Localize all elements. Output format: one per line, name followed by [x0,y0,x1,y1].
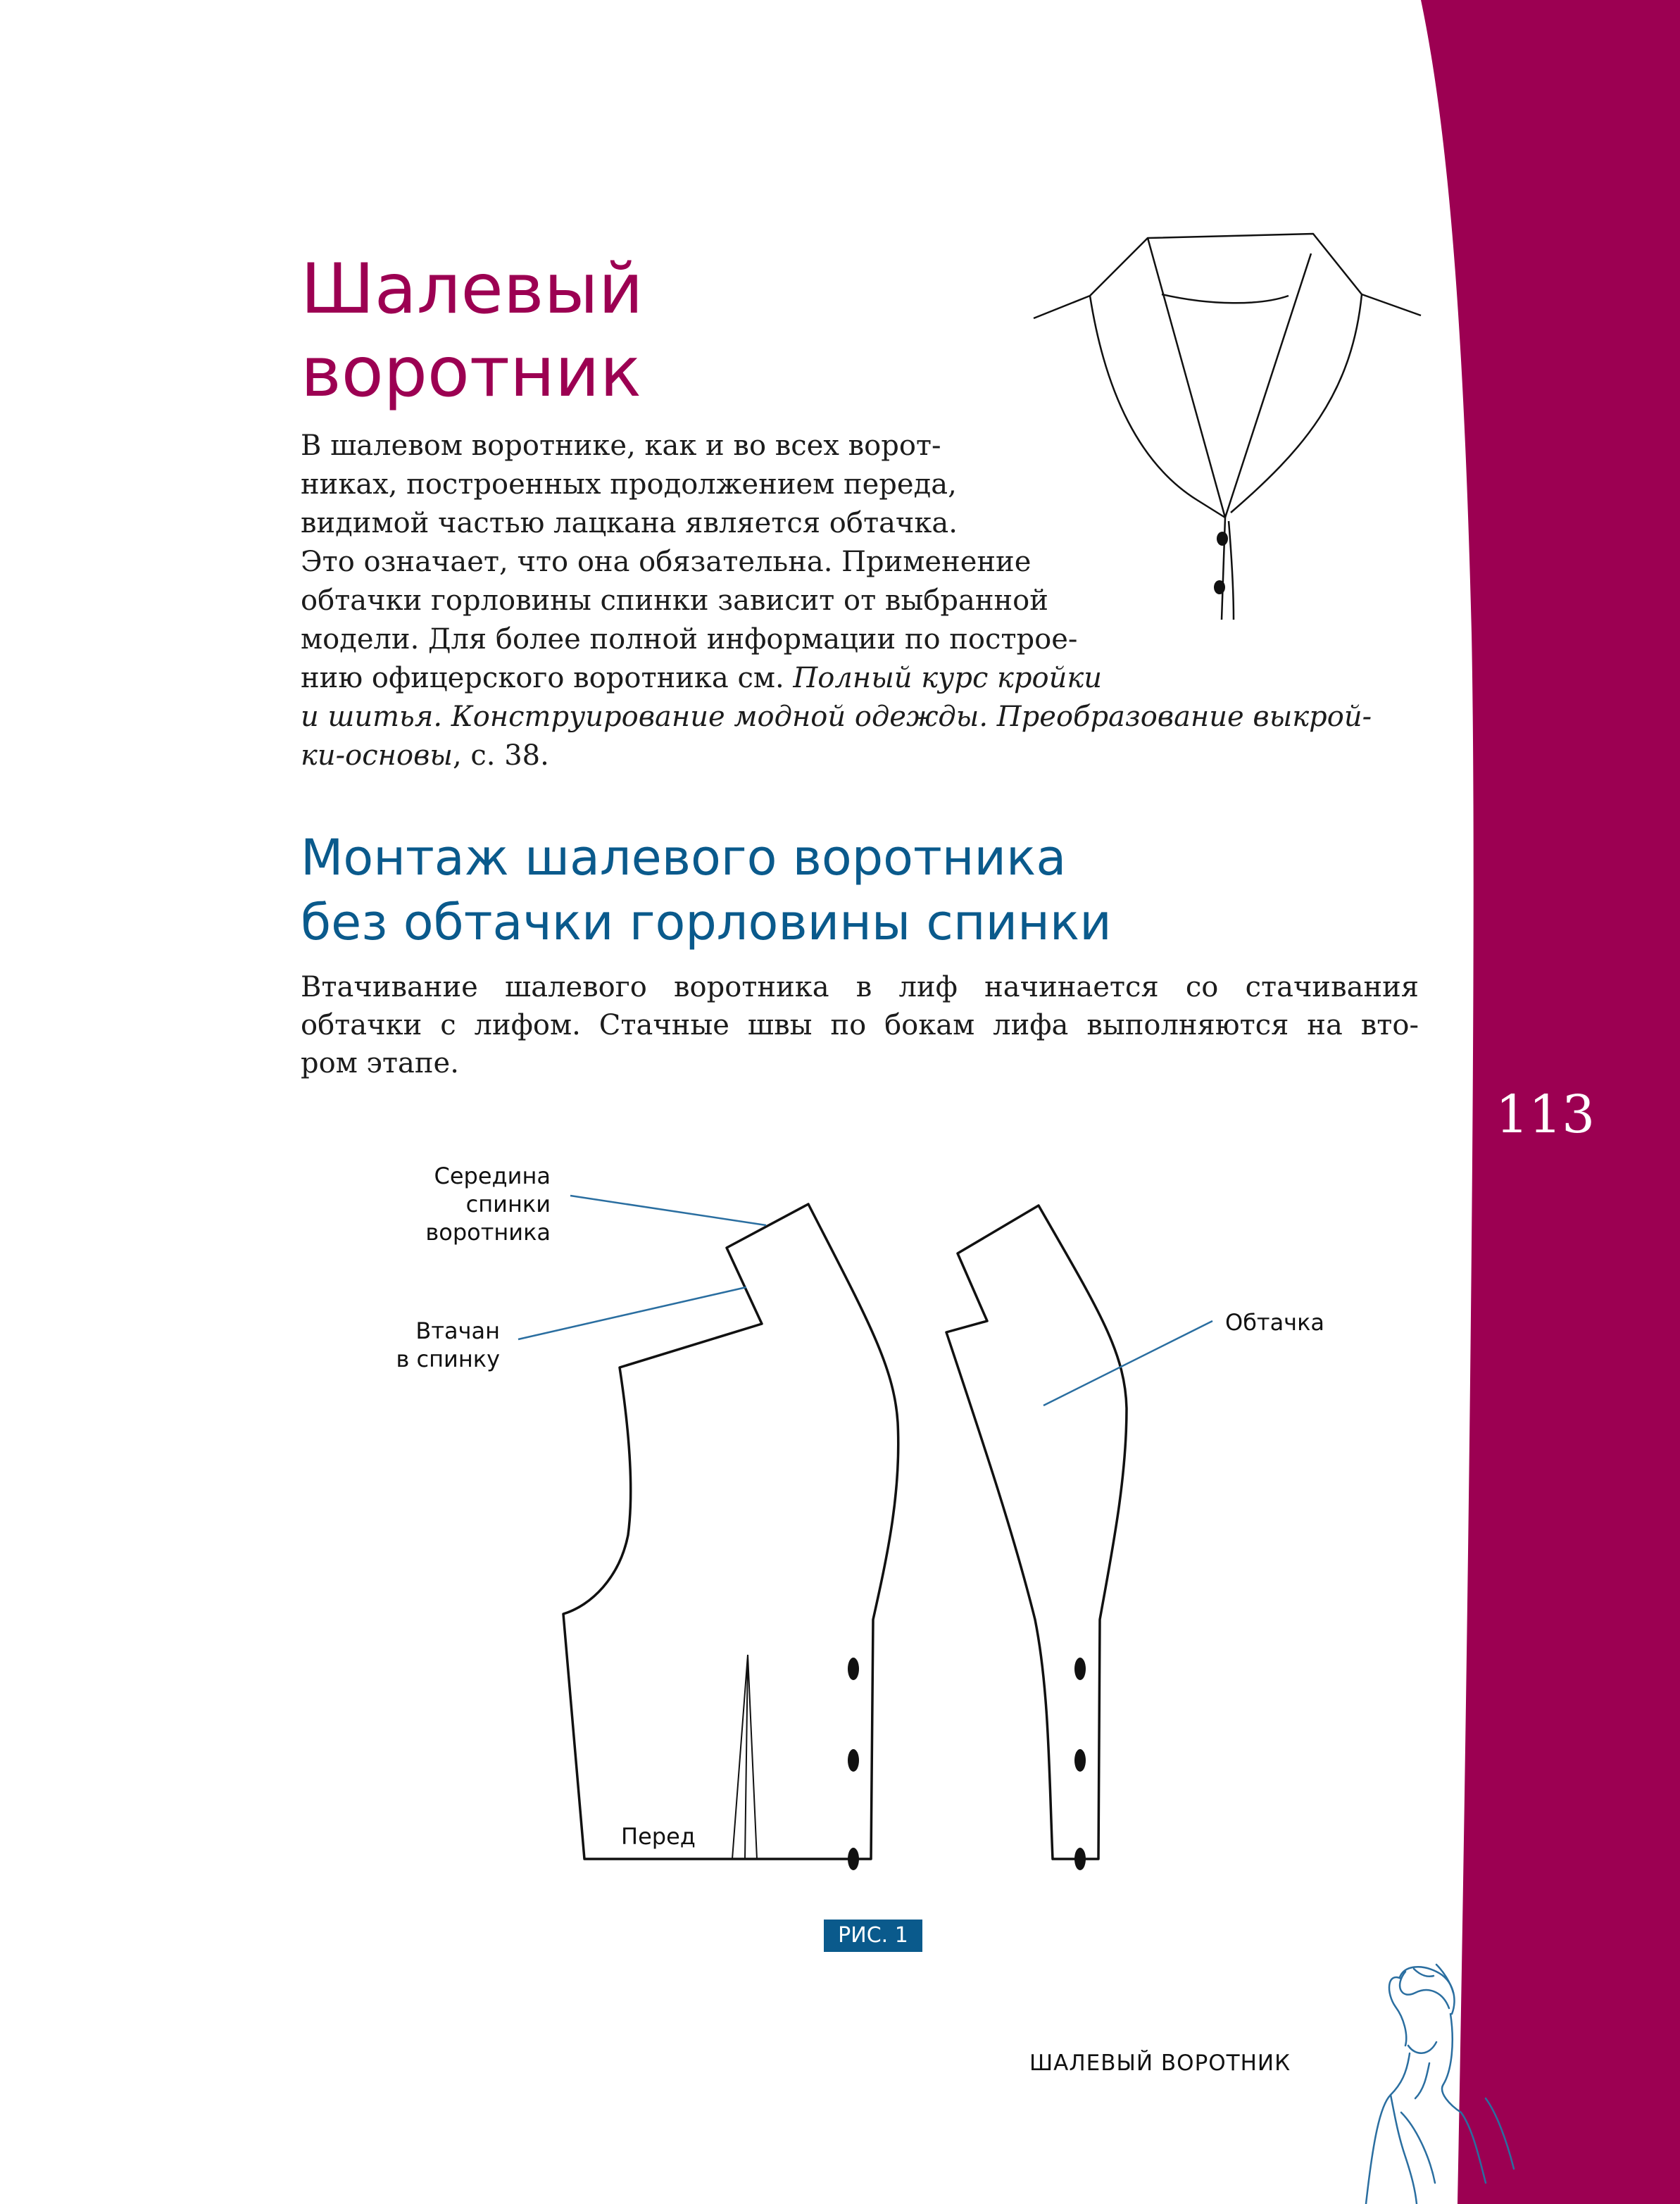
intro-line: никах, построенных продолжением переда, [301,468,957,501]
page-title-line-2: воротник [301,332,641,413]
intro-line: обтачки горловины спинки зависит от выбранной [301,584,1048,617]
reference-page: , с. 38. [452,739,549,772]
intro-line: видимой частью лацкана является обтачка. [301,507,958,539]
body-line: Втачивание шалевого воротника в лиф начинается со стачивания [301,971,1419,1003]
label-line: Втачан [415,1317,500,1344]
body-line: ром этапе. [301,1047,459,1079]
figure-caption: РИС. 1 [824,1920,922,1952]
book-reference: ки-основы [301,739,453,772]
page-title-line-1: Шалевый [301,249,644,330]
label-facing: Обтачка [1225,1309,1325,1336]
running-head: ШАЛЕВЫЙ ВОРОТНИК [1029,2050,1291,2076]
section-subtitle-line-2: без обтачки горловины спинки [301,894,1112,951]
book-reference: Полный курс кройки [793,662,1103,694]
book-reference: и шитья. Конструирование модной одежды. Преобразование выкрой- [301,701,1372,733]
label-line: Середина [434,1163,551,1189]
intro-line: Это означает, что она обязательна. Применение [301,546,1032,578]
label-line: воротника [425,1219,551,1246]
page-number: 113 [1496,1084,1596,1145]
body-line: обтачки с лифом. Стачные швы по бокам лифа выполняются на вто- [301,1009,1419,1041]
label-front: Перед [621,1823,696,1850]
intro-line: нию офицерского воротника см. [301,662,784,694]
section-subtitle-line-1: Монтаж шалевого воротника [301,829,1067,887]
intro-line: В шалевом воротнике, как и во всех ворот- [301,430,941,462]
label-line: в спинку [396,1346,500,1372]
intro-line: модели. Для более полной информации по построе- [301,623,1078,656]
label-line: спинки [465,1191,551,1217]
